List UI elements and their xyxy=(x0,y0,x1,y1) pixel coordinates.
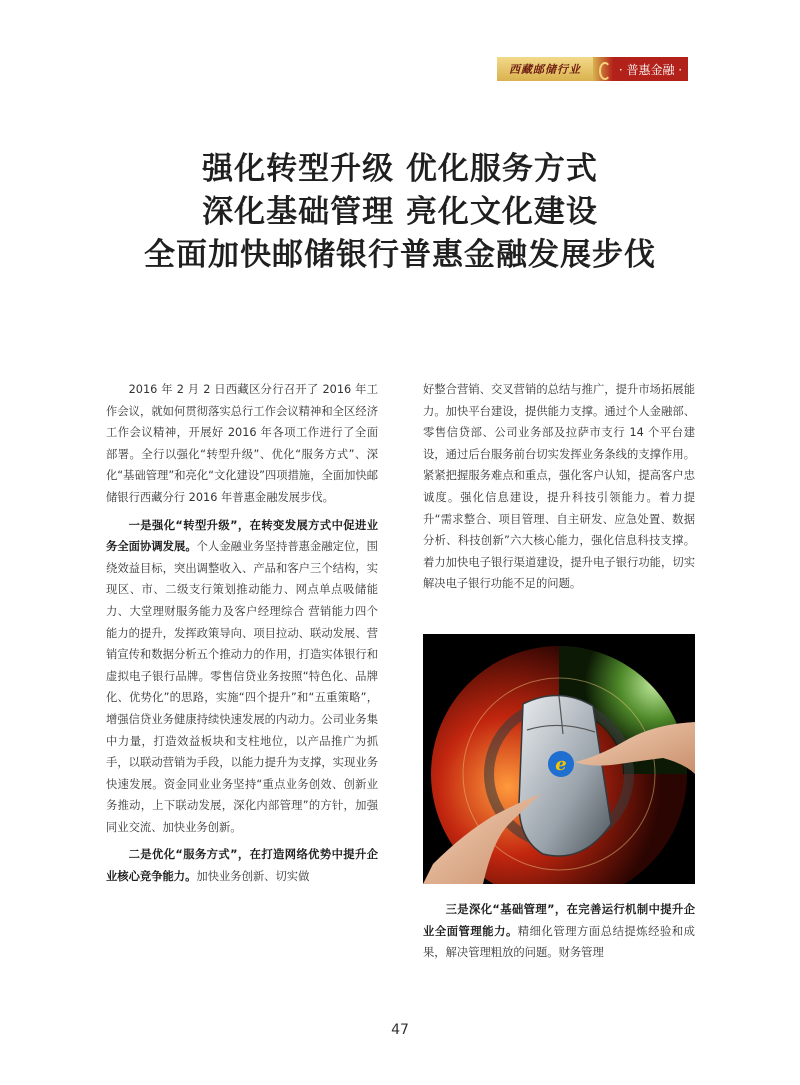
e-logo-letter: e xyxy=(555,754,567,775)
intro-paragraph: 2016 年 2 月 2 日西藏区分行召开了 2016 年工作会议，就如何贯彻落实总行工作会议精神和全区经济工作会议精神，开展好 2016 年各项工作进行了全面部署。全行以强化“转型升级”、优化“服务方式”、深化“基础管理”和亮化“文化建设”四项措施，全面加快邮储银行西藏分行 2016 年普惠金融发展步伐。 xyxy=(106,383,378,504)
page-number: 47 xyxy=(391,1022,409,1038)
title-line-2: 深化基础管理 亮化文化建设 xyxy=(202,194,598,230)
article-title xyxy=(0,148,800,277)
section-two-paragraph xyxy=(106,844,378,887)
section-three-paragraph xyxy=(423,899,695,964)
section-three-text: 精细化管理方面总结提炼经验和成果，解决管理粗放的问题。财务管理 xyxy=(423,924,695,960)
section-three-lead: 三是深化“基础管理”，在完善运行机制中提升企业全面管理能力。 xyxy=(423,903,695,938)
section-header-band xyxy=(497,57,688,81)
magazine-brand-label: 西藏邮储行业 xyxy=(497,57,593,81)
section-two-text: 加快业务创新、切实做 xyxy=(196,870,310,884)
ornament-icon xyxy=(593,57,613,81)
title-line-3: 全面加快邮储银行普惠金融发展步伐 xyxy=(144,237,656,273)
title-line-1: 强化转型升级 优化服务方式 xyxy=(202,151,598,187)
section-one-text: 个人金融业务坚持普惠金融定位，围绕效益目标，突出调整收入、产品和客户三个结构，实现区、市、二级支行策划推动能力、网点单点吸储能力、大堂理财服务能力及客户经理综合 营销能力四个能力的提升，发挥政策导向、项目拉动、联动发展、营销宣传和数据分析五个推动力的作用，打造实体银行和虚拟电子银行品牌。零售信贷业务按照“特色化、品牌化、优势化”的思路，实施“四个提升”和“五重策略”，增强信贷业务健康持续快速发展的内动力。公司业务集中力量，打造效益板块和支柱地位，以产品推广为抓手，以联动营销为手段，以能力提升为支撑，实现业务快速发展。资金同业业务坚持“重点业务创效、创新业务推动，上下联动发展，深化内部管理”的方针，加强同业交流、加快业务创新。 xyxy=(106,540,378,834)
illustration-svg xyxy=(423,634,695,884)
body-column-left xyxy=(106,379,378,894)
body-column-right-bottom xyxy=(423,899,695,970)
section-label: · 普惠金融 · xyxy=(613,57,688,81)
section-one-paragraph xyxy=(106,515,378,839)
section-one-lead: 一是强化“转型升级”，在转变发展方式中促进业务全面协调发展。 xyxy=(106,518,378,554)
body-column-right-top xyxy=(423,379,695,601)
section-two-lead: 二是优化“服务方式”，在打造网络优势中提升企业核心竞争能力。 xyxy=(106,848,378,884)
section-two-continued: 好整合营销、交叉营销的总结与推广，提升市场拓展能力。加快平台建设，提供能力支撑。通过个人金融部、零售信贷部、公司业务部及拉萨市支行 14 个平台建设，通过后台服务前台切实发挥业务条线的支撑作用。紧紧把握服务难点和重点，强化客户认知，提高客户忠诚度。强化信息建设，提升科技引领能力。着力提升“需求整合、项目管理、自主研发、应急处置、数据分析、科技创新”六大核心能力，强化信息科技支撑。着力加快电子银行渠道建设，提升电子银行功能，切实解决电子银行功能不足的问题。 xyxy=(423,383,695,591)
ebanking-illustration xyxy=(423,634,695,884)
